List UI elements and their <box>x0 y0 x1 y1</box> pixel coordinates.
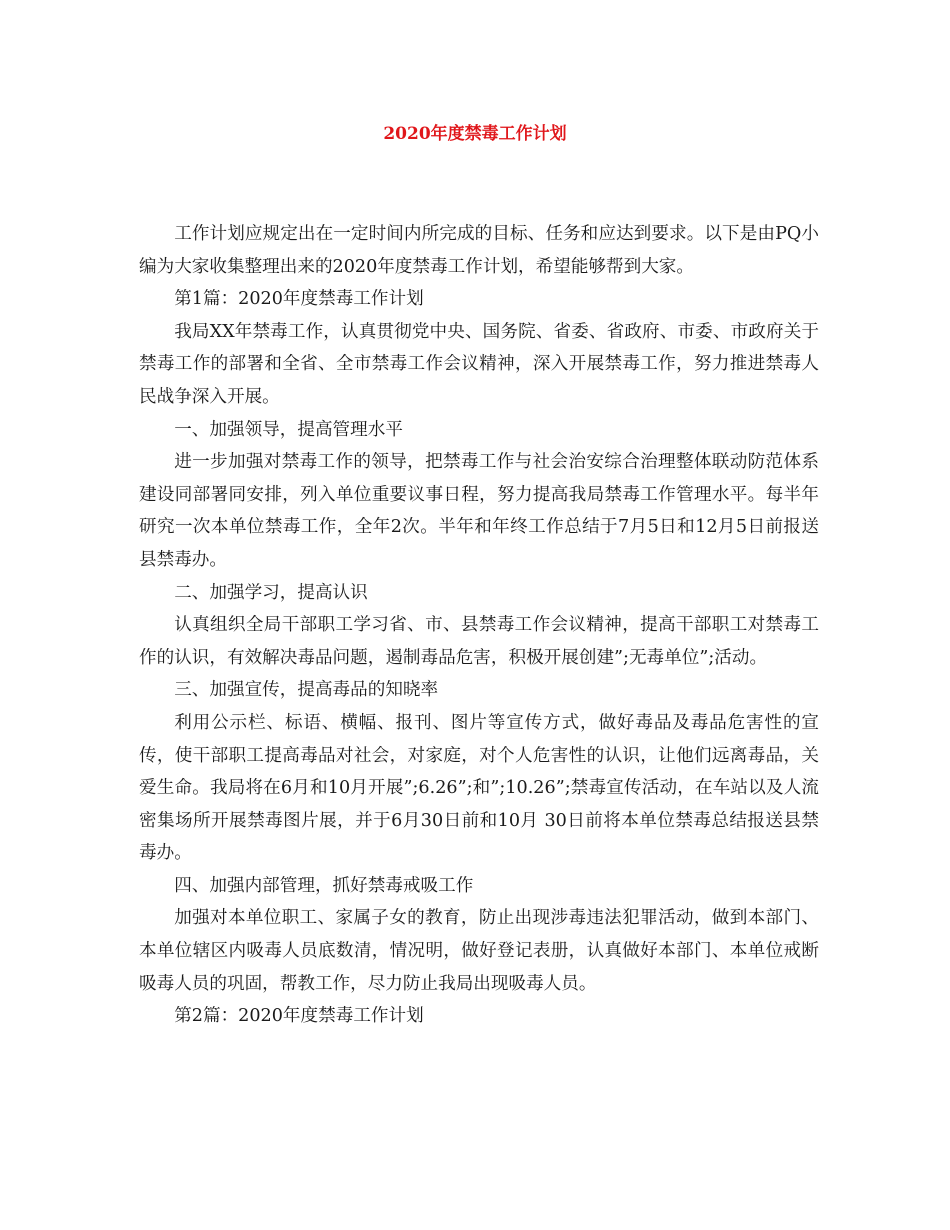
section-heading-study: 二、加强学习，提高认识 <box>174 582 368 603</box>
document-title: 2020年度禁毒工作计划 <box>383 124 567 144</box>
section-heading-part-1: 第1篇：2020年度禁毒工作计划 <box>174 289 424 310</box>
paragraph-overview: 我局XX年禁毒工作，认真贯彻党中央、国务院、省委、省政府、市委、市政府关于禁毒工作的部署和全省、全市禁毒工作会议精神，深入开展禁毒工作，努力推进禁毒人民战争深入开展。 <box>139 321 819 407</box>
section-heading-management: 四、加强内部管理，抓好禁毒戒吸工作 <box>174 875 474 896</box>
paragraph-study: 认真组织全局干部职工学习省、市、县禁毒工作会议精神，提高干部职工对禁毒工作的认识，有效解决毒品问题，遏制毒品危害，积极开展创建”;无毒单位”;活动。 <box>139 615 819 668</box>
document-body <box>139 218 819 1033</box>
paragraph-intro: 工作计划应规定出在一定时间内所完成的目标、任务和应达到要求。以下是由PQ小编为大家收集整理出来的2020年度禁毒工作计划，希望能够帮到大家。 <box>139 224 819 277</box>
paragraph-leadership: 进一步加强对禁毒工作的领导，把禁毒工作与社会治安综合治理整体联动防范体系建设同部署同安排，列入单位重要议事日程，努力提高我局禁毒工作管理水平。每半年研究一次本单位禁毒工作，全年2次。半年和年终工作总结于7月5日和12月5日前报送县禁毒办。 <box>139 452 819 570</box>
section-heading-leadership: 一、加强领导，提高管理水平 <box>174 419 403 440</box>
paragraph-management: 加强对本单位职工、家属子女的教育，防止出现涉毒违法犯罪活动，做到本部门、本单位辖区内吸毒人员底数清，情况明，做好登记表册，认真做好本部门、本单位戒断吸毒人员的巩固，帮教工作，尽力防止我局出现吸毒人员。 <box>139 908 819 994</box>
section-heading-part-2: 第2篇：2020年度禁毒工作计划 <box>174 1006 424 1027</box>
section-heading-publicity: 三、加强宣传，提高毒品的知晓率 <box>174 680 439 701</box>
paragraph-publicity: 利用公示栏、标语、横幅、报刊、图片等宣传方式，做好毒品及毒品危害性的宣传，使干部职工提高毒品对社会，对家庭，对个人危害性的认识，让他们远离毒品，关爱生命。我局将在6月和10月开展”;6.26”;和”;10.26”;禁毒宣传活动，在车站以及人流密集场所开展禁毒图片展，并于6月30日前和10月 30日前将本单位禁毒总结报送县禁毒办。 <box>139 712 819 864</box>
